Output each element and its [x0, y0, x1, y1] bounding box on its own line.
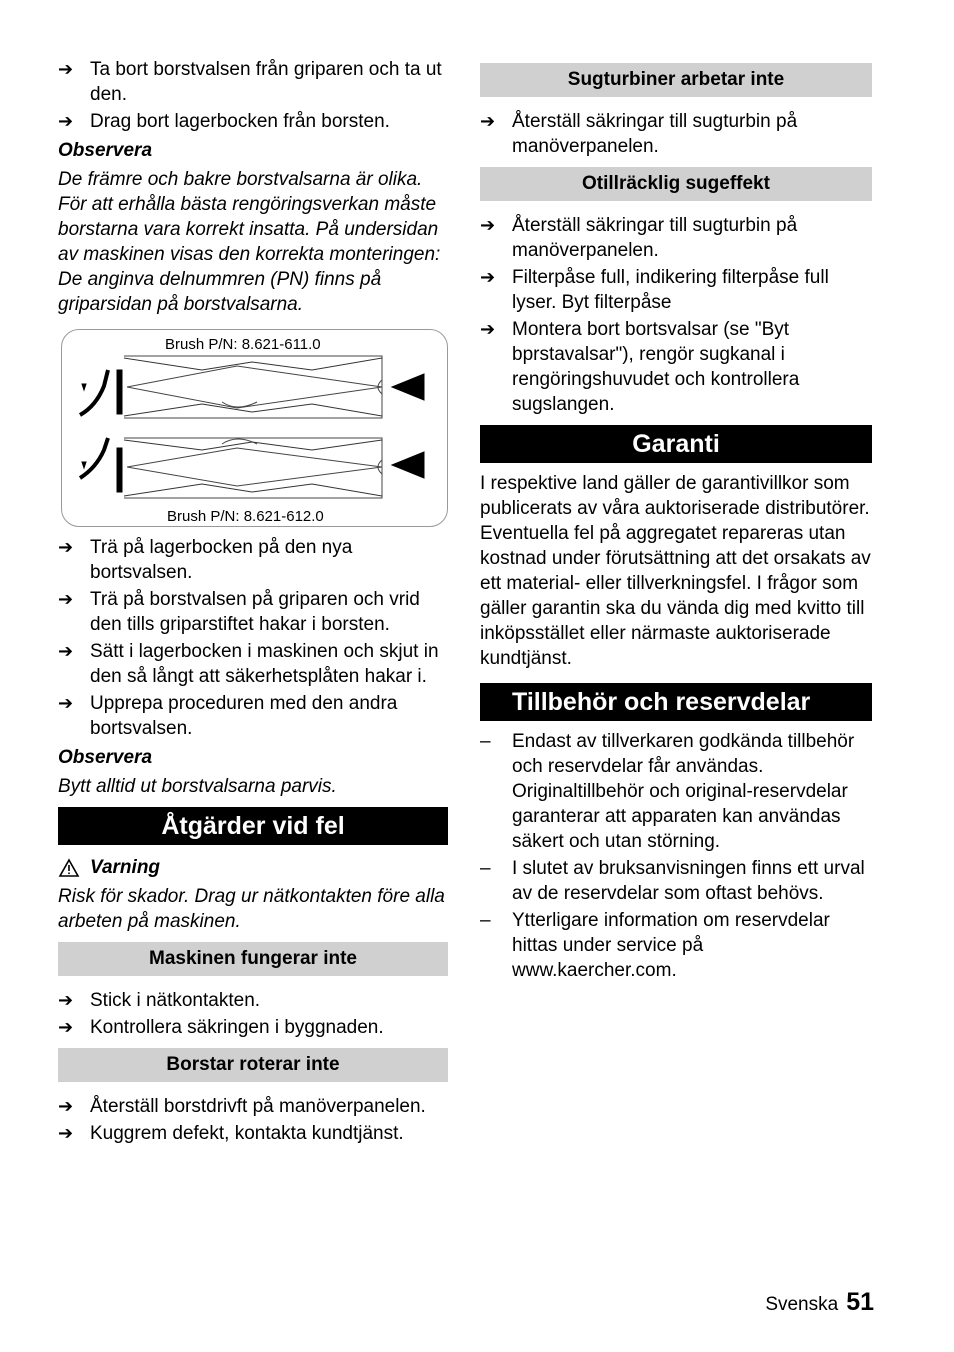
dash-bullet: –	[480, 731, 491, 752]
figure-label-bottom: Brush P/N: 8.621-612.0	[167, 508, 324, 525]
list-item-text: Ytterligare information om reservdelar hittas under service på www.kaercher.com.	[512, 910, 830, 981]
step	[58, 109, 448, 134]
arrow-icon: ➔	[58, 1123, 74, 1143]
step	[58, 535, 448, 585]
arrow-icon: ➔	[480, 319, 496, 339]
section-heading: Tillbehör och reservdelar	[480, 683, 872, 721]
arrow-icon: ➔	[480, 215, 496, 235]
subheading: Otillräcklig sugeffekt	[480, 167, 872, 201]
subheading: Sugturbiner arbetar inte	[480, 63, 872, 97]
step	[58, 639, 448, 689]
arrow-icon: ➔	[58, 641, 74, 661]
step-text: Montera bort bortsvalsar (se "Byt bprstavalsar"), rengör sugkanal i rengöringshuvudet och kontrollera sugslangen.	[512, 319, 800, 415]
step	[58, 57, 448, 107]
arrow-icon: ➔	[58, 111, 74, 131]
dash-bullet: –	[480, 910, 491, 931]
footer-language: Svenska	[765, 1294, 839, 1315]
arrow-icon: ➔	[58, 693, 74, 713]
step-text: Kuggrem defekt, kontakta kundtjänst.	[90, 1123, 404, 1144]
arrow-icon: ➔	[58, 1096, 74, 1116]
warning-header	[58, 855, 448, 880]
section-heading: Åtgärder vid fel	[58, 807, 448, 845]
brush-top	[80, 356, 424, 418]
list-item-text: Endast av tillverkaren godkända tillbehör och reservdelar får användas. Originaltillbehör och original-reservdelar garanterar att apparaten kan användas säkert och utan störning.	[512, 731, 855, 852]
subheading: Borstar roterar inte	[58, 1048, 448, 1082]
page-footer	[765, 1290, 874, 1317]
step-text: Trä på lagerbocken på den nya bortsvalsen.	[90, 537, 353, 583]
brush-diagram	[62, 330, 447, 526]
arrow-icon: ➔	[480, 267, 496, 287]
left-column	[58, 57, 448, 1148]
warning-text: Risk för skador. Drag ur nätkontakten före alla arbeten på maskinen.	[58, 886, 445, 932]
garanti-text: I respektive land gäller de garantivillkor som publicerats av våra auktoriserade distributörer. Eventuella fel på aggregatet repareras utan kostnad under förutsättning att det orsakats av ett material- eller tillverkningsfel. I frågor som gäller garantin ska du vända dig med kvitto till inköpsstället eller närmaste auktoriserade kundtjänst.	[480, 473, 871, 669]
step	[58, 587, 448, 637]
arrow-icon: ➔	[58, 1017, 74, 1037]
list-item	[480, 729, 872, 854]
brush-bottom	[80, 438, 424, 498]
list-item	[480, 908, 872, 983]
note-title: Observera	[58, 140, 153, 161]
step-text: Återställ säkringar till sugturbin på manöverpanelen.	[512, 215, 798, 261]
step-text: Kontrollera säkringen i byggnaden.	[90, 1017, 384, 1038]
step	[58, 1094, 448, 1119]
section-heading: Garanti	[480, 425, 872, 463]
step-text: Ta bort borstvalsen från griparen och ta ut den.	[90, 59, 442, 105]
step-text: Drag bort lagerbocken från borsten.	[90, 111, 390, 132]
warning-title: Varning	[90, 857, 161, 878]
note-text: De anginva delnummren (PN) finns på griparsidan på borstvalsarna.	[58, 269, 382, 315]
step-text: Sätt i lagerbocken i maskinen och skjut in den så långt att säkerhetsplåten hakar i.	[90, 641, 439, 687]
step	[480, 213, 872, 263]
list-item-text: I slutet av bruksanvisningen finns ett urval av de reservdelar som oftast behövs.	[512, 858, 865, 904]
step	[58, 1015, 448, 1040]
step	[480, 109, 872, 159]
subheading: Maskinen fungerar inte	[58, 942, 448, 976]
step-text: Återställ borstdrivft på manöverpanelen.	[90, 1096, 426, 1117]
arrow-icon: ➔	[58, 537, 74, 557]
page-number: 51	[846, 1288, 874, 1316]
step-text: Återställ säkringar till sugturbin på manöverpanelen.	[512, 111, 798, 157]
note-title: Observera	[58, 747, 153, 768]
step-text: Stick i nätkontakten.	[90, 990, 261, 1011]
step	[480, 317, 872, 417]
note-text: Bytt alltid ut borstvalsarna parvis.	[58, 776, 337, 797]
dash-bullet: –	[480, 858, 491, 879]
arrow-icon: ➔	[480, 111, 496, 131]
step-text: Upprepa proceduren med den andra bortsvalsen.	[90, 693, 398, 739]
step	[58, 691, 448, 741]
step-text: Trä på borstvalsen på griparen och vrid den tills griparstiftet hakar i borsten.	[90, 589, 420, 635]
brush-figure	[61, 329, 448, 527]
step	[480, 265, 872, 315]
list-item	[480, 856, 872, 906]
arrow-icon: ➔	[58, 59, 74, 79]
arrow-icon: ➔	[58, 589, 74, 609]
step-text: Filterpåse full, indikering filterpåse full lyser. Byt filterpåse	[512, 267, 829, 313]
right-column	[480, 63, 872, 985]
note-text: De främre och bakre borstvalsarna är olika. För att erhålla bästa rengöringsverkan måste borstarna vara korrekt insatta. På undersidan av maskinen visas den korrekta monteringen:	[58, 169, 441, 265]
step	[58, 988, 448, 1013]
step	[58, 1121, 448, 1146]
warning-triangle-icon	[58, 858, 80, 878]
figure-label-top: Brush P/N: 8.621-611.0	[165, 336, 321, 353]
arrow-icon: ➔	[58, 990, 74, 1010]
